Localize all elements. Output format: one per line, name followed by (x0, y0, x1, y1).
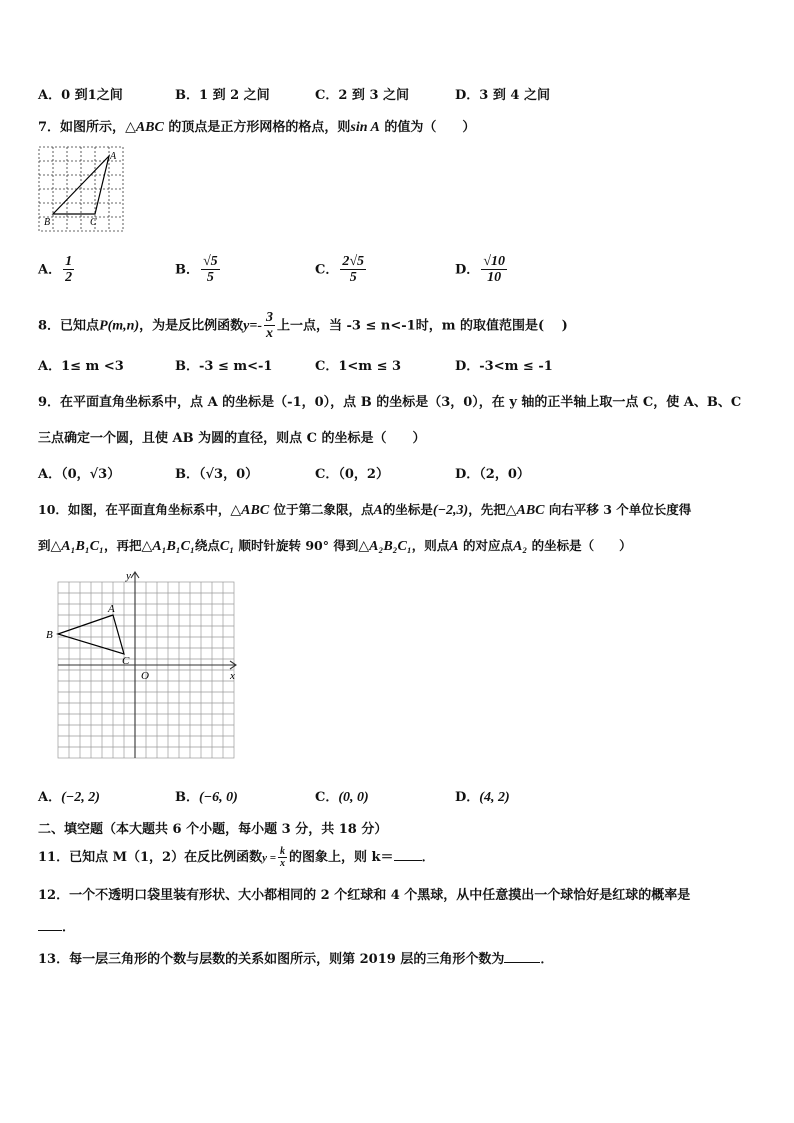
q10-option-b: B．(−6, 0) (175, 790, 238, 805)
q10-label-a: A (108, 603, 115, 615)
q7-option-d: D． $\frac{√10}{10}$ (455, 254, 505, 286)
q10-label-c: C (122, 655, 130, 667)
q7-label-b: B (44, 217, 51, 228)
q12-stem-line1: 12．一个不透明口袋里装有形状、大小都相同的 2 个红球和 4 个黑球，从中任意摸出一个球恰好是红球的概率是 (38, 888, 691, 903)
q7-option-c: C． $\frac{2√5}{5}$ (315, 254, 365, 286)
q8-option-a: A．1≤ m <3 (38, 359, 124, 374)
q9-option-b: B．（√3，0） (175, 467, 259, 482)
q6-option-c: C．2 到 3 之间 (315, 88, 410, 103)
q9-stem-line2: 三点确定一个圆，且使 AB 为圆的直径，则点 C 的坐标是（ ） (38, 431, 426, 446)
q6-option-d: D．3 到 4 之间 (455, 88, 550, 103)
q7-option-b: B． $\frac{√5}{5}$ (175, 254, 218, 286)
section-2-heading: 二、填空题（本大题共 6 个小题，每小题 3 分，共 18 分） (38, 822, 388, 837)
q8-option-c: C．1<m ≤ 3 (315, 359, 402, 374)
q7-label-c: C (90, 217, 97, 228)
q10-stem-line1: 10．如图，在平面直角坐标系中，△ABC 位于第二象限，点A的坐标是(−2,3)，先把△ABC 向右平移 3 个单位长度得 (38, 502, 692, 518)
q10-label-x: x (230, 670, 235, 682)
q8-stem: 8．已知点P(m,n)，为是反比例函数y=- $\frac{3}{x}$ 上一点，当 -3 ≤ n<-1时，m 的取值范围是( ) (38, 310, 568, 342)
q12-stem-line2: ． (38, 916, 75, 935)
q8-option-b: B．-3 ≤ m<-1 (175, 359, 273, 374)
q9-option-d: D．（2，0） (455, 467, 530, 482)
q10-label-b: B (46, 629, 53, 641)
q8-option-d: D．-3<m ≤ -1 (455, 359, 553, 374)
q10-option-a: A．(−2, 2) (38, 790, 100, 805)
q9-option-a: A．（0，√3） (38, 467, 121, 482)
q10-option-d: D．(4, 2) (455, 790, 510, 805)
q11-answer-blank[interactable] (394, 860, 422, 861)
q9-stem-line1: 9．在平面直角坐标系中，点 A 的坐标是（-1，0），点 B 的坐标是（3，0），在 y 轴的正半轴上取一点 C，使 A、B、C (38, 395, 742, 410)
q7-label-a: A (110, 151, 117, 162)
q7-grid-figure (38, 146, 126, 234)
q13-stem: 13．每一层三角形的个数与层数的关系如图所示，则第 2019 层的三角形个数为 ． (38, 952, 554, 967)
q7-stem: 7．如图所示，△ABC 的顶点是正方形网格的格点，则sin A 的值为（ ） (38, 120, 476, 135)
q6-option-a: A．0 到1之间 (38, 88, 123, 103)
q10-coordinate-figure (44, 568, 240, 760)
q10-option-c: C．(0, 0) (315, 790, 369, 805)
q9-option-c: C．（0，2） (315, 467, 389, 482)
q6-option-b: B．1 到 2 之间 (175, 88, 270, 103)
q10-label-y: y (126, 570, 131, 582)
q10-stem-line2: 到△A₁B₁C₁，再把△A₁B₁C₁绕点C₁ 顺时针旋转 90° 得到△A₂B₂C₁，则点A 的对应点A₂ 的坐标是（ ） (38, 538, 632, 554)
q12-answer-blank[interactable] (38, 930, 62, 931)
q13-answer-blank[interactable] (504, 962, 540, 963)
q10-label-o: O (141, 670, 149, 682)
q11-stem: 11．已知点 M（1，2）在反比例函数y = $\frac{k}{x}$ 的图象上，则 k＝ ． (38, 846, 435, 869)
q7-option-a: A． $\frac{1}{2}$ (38, 254, 73, 286)
